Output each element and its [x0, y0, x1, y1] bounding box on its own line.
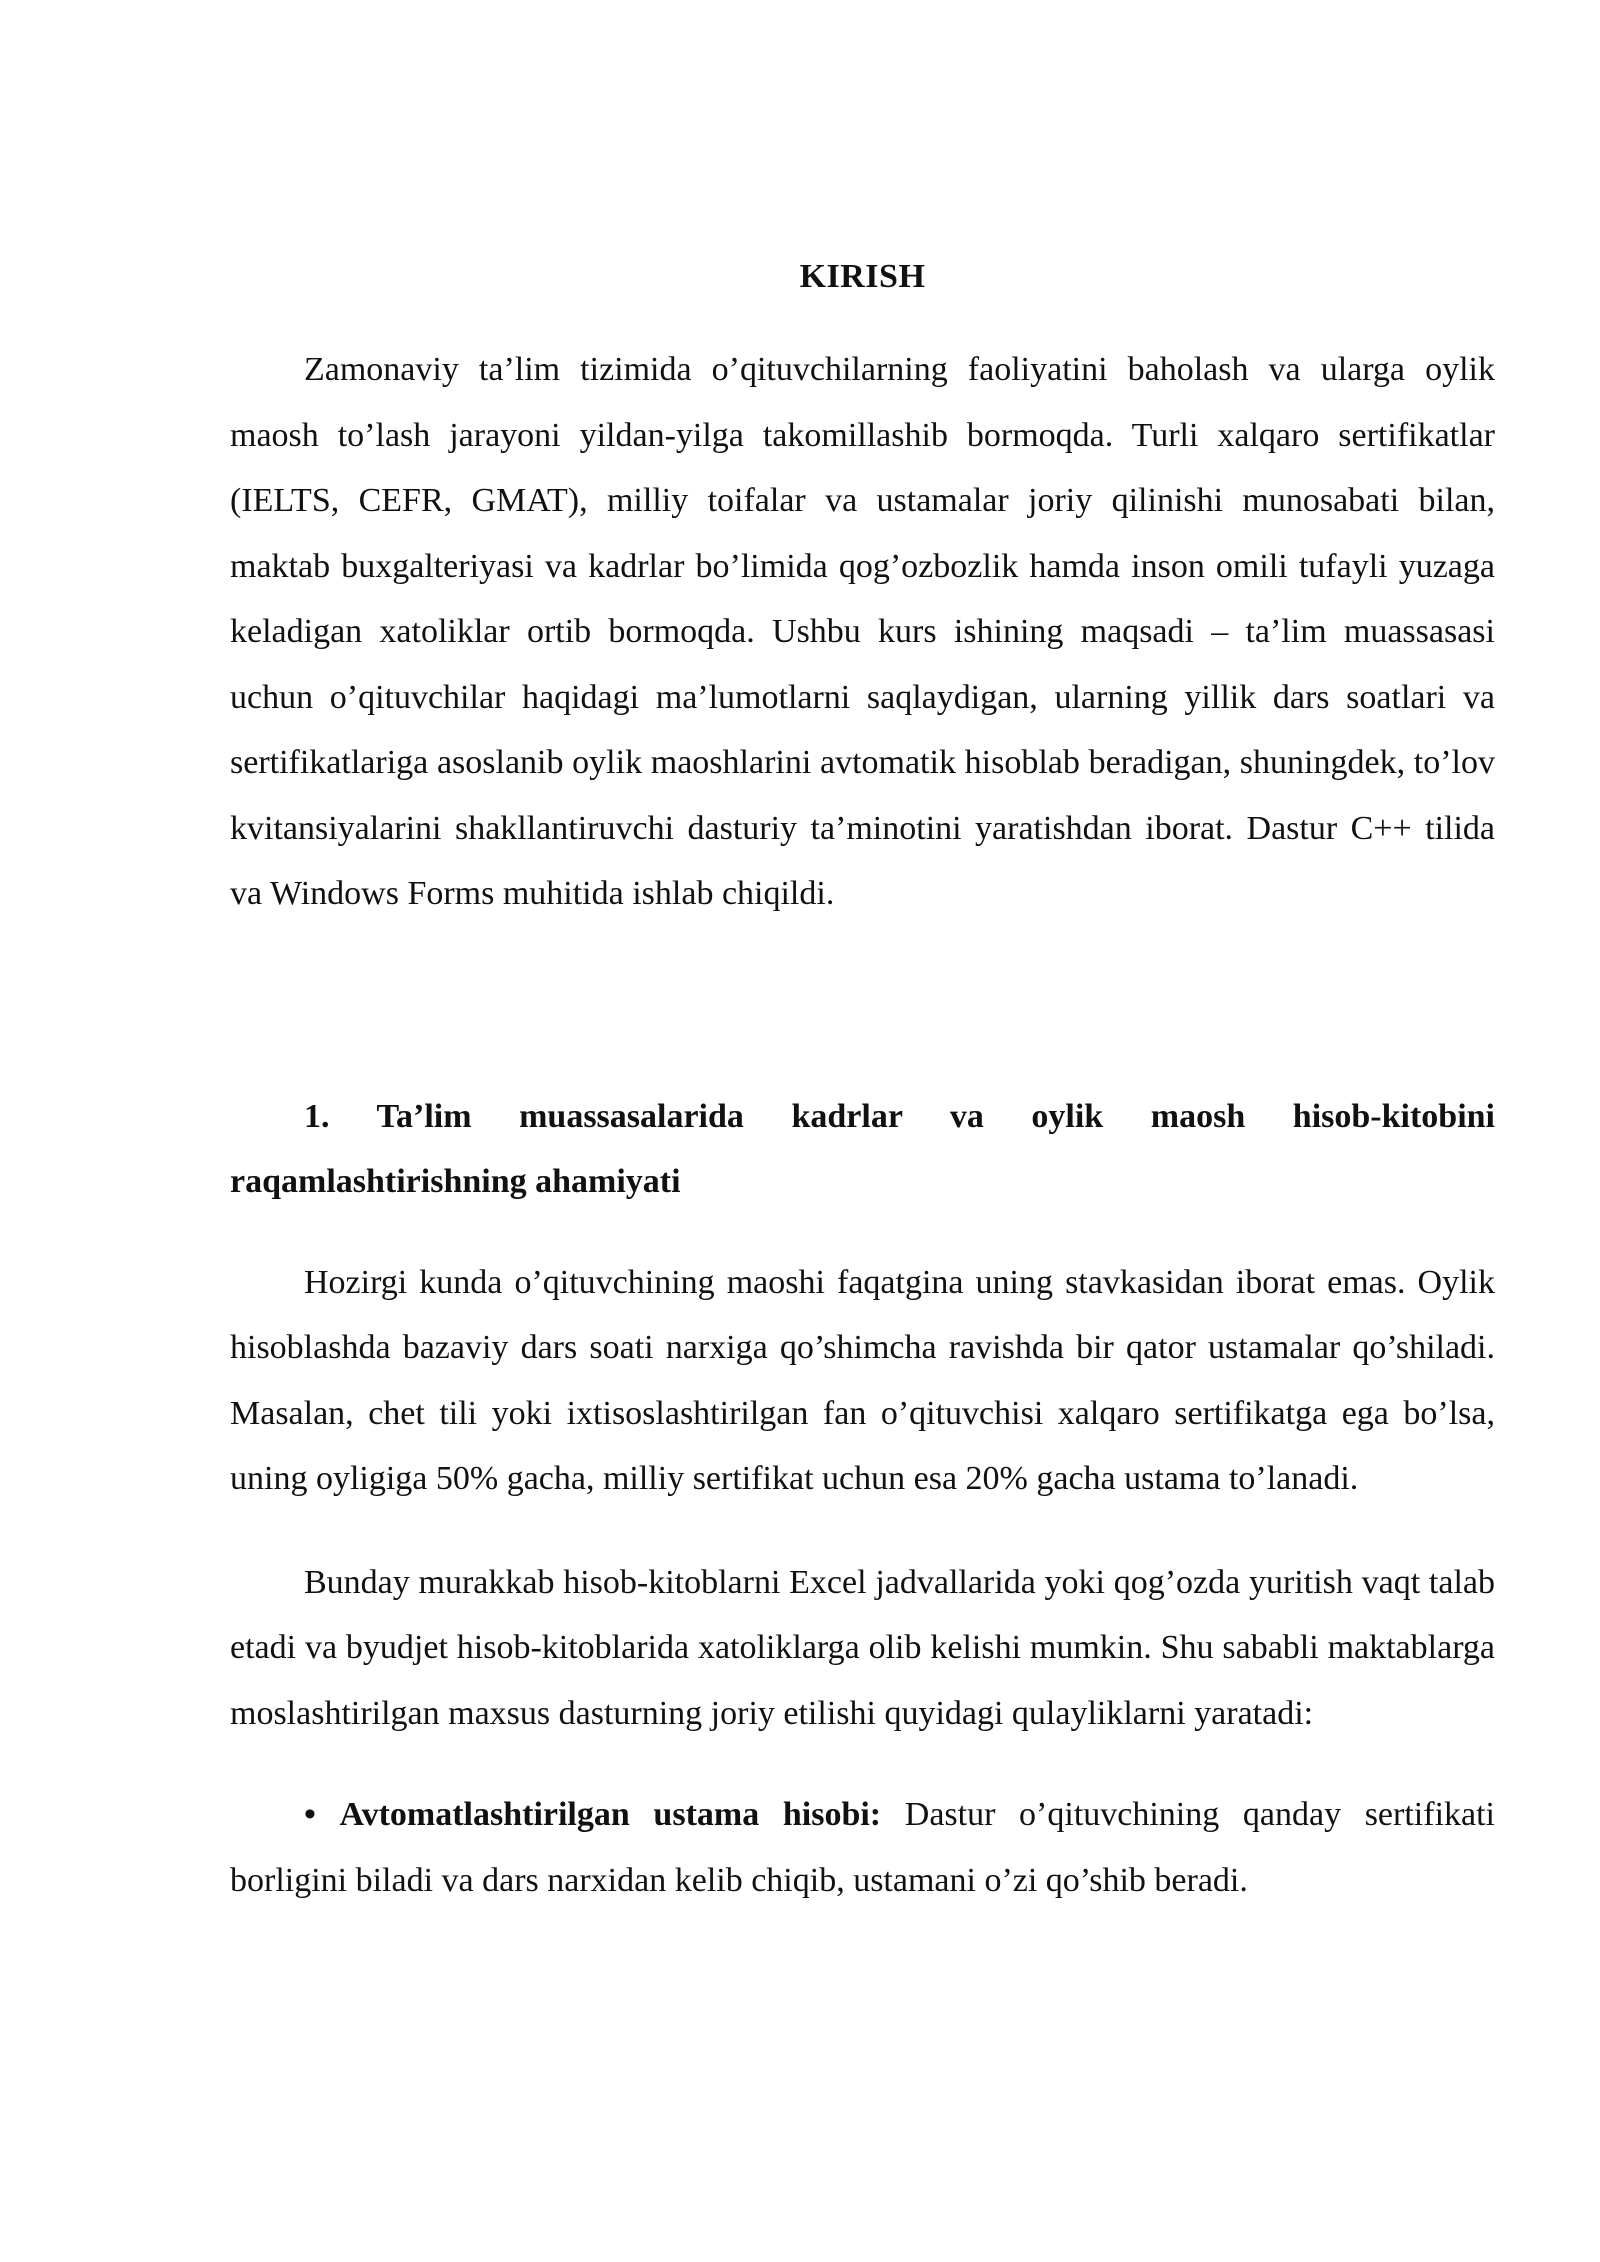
page-content [230, 255, 1495, 1913]
page-title: KIRISH [799, 258, 926, 295]
section-paragraph-2: Bunday murakkab hisob-kitoblarni Excel jadvallarida yoki qog’ozda yuritish vaqt talab etadi va byudjet hisob-kitoblarida xatoliklarga olib kelishi mumkin. Shu sababli maktablarga moslashtirilgan maxsus dasturning joriy etilishi quyidagi qulayliklarni yaratadi: [230, 1563, 1495, 1732]
section-paragraph-1: Hozirgi kunda o’qituvchining maoshi faqatgina uning stavkasidan iborat emas. Oylik hisoblashda bazaviy dars soati narxiga qo’shimcha ravishda bir qator ustamalar qo’shiladi. Masalan, chet tili yoki ixtisoslashtirilgan fan o’qituvchisi xalqaro sertifikatga ega bo’lsa, uning oyligiga 50% gacha, milliy sertifikat uchun esa 20% gacha ustama to’lanadi. [230, 1263, 1495, 1497]
bullet-item [230, 1782, 1495, 1913]
intro-paragraph: Zamonaviy ta’lim tizimida o’qituvchilarning faoliyatini baholash va ularga oylik maosh to’lash jarayoni yildan-yilga takomillashib bormoqda. Turli xalqaro sertifikatlar (IELTS, CEFR, GMAT), milliy toifalar va ustamalar joriy qilinishi munosabati bilan, maktab buxgalteriyasi va kadrlar bo’limida qog’ozbozlik hamda inson omili tufayli yuzaga keladigan xatoliklar ortib bormoqda. Ushbu kurs ishining maqsadi – ta’lim muassasasi uchun o’qituvchilar haqidagi ma’lumotlarni saqlaydigan, ularning yillik dars soatlari va sertifikatlariga asoslanib oylik maoshlarini avtomatik hisoblab beradigan, shuningdek, to’lov kvitansiyalarini shakllantiruvchi dasturiy ta’minotini yaratishdan iborat. Dastur C++ tilida va Windows Forms muhitida ishlab chiqildi. [230, 351, 1495, 912]
section-heading: 1. Ta’lim muassasalarida kadrlar va oylik maosh hisob-kitobini raqamlashtirishning ahamiyati [230, 1097, 1495, 1200]
bullet-marker: • [304, 1796, 316, 1833]
bullet-text: Dastur o’qituvchining qanday sertifikati borligini biladi va dars narxidan kelib chiqib, ustamani o’zi qo’shib beradi. [230, 1796, 1495, 1899]
bullet-term: Avtomatlashtirilgan ustama hisobi: [339, 1796, 882, 1833]
